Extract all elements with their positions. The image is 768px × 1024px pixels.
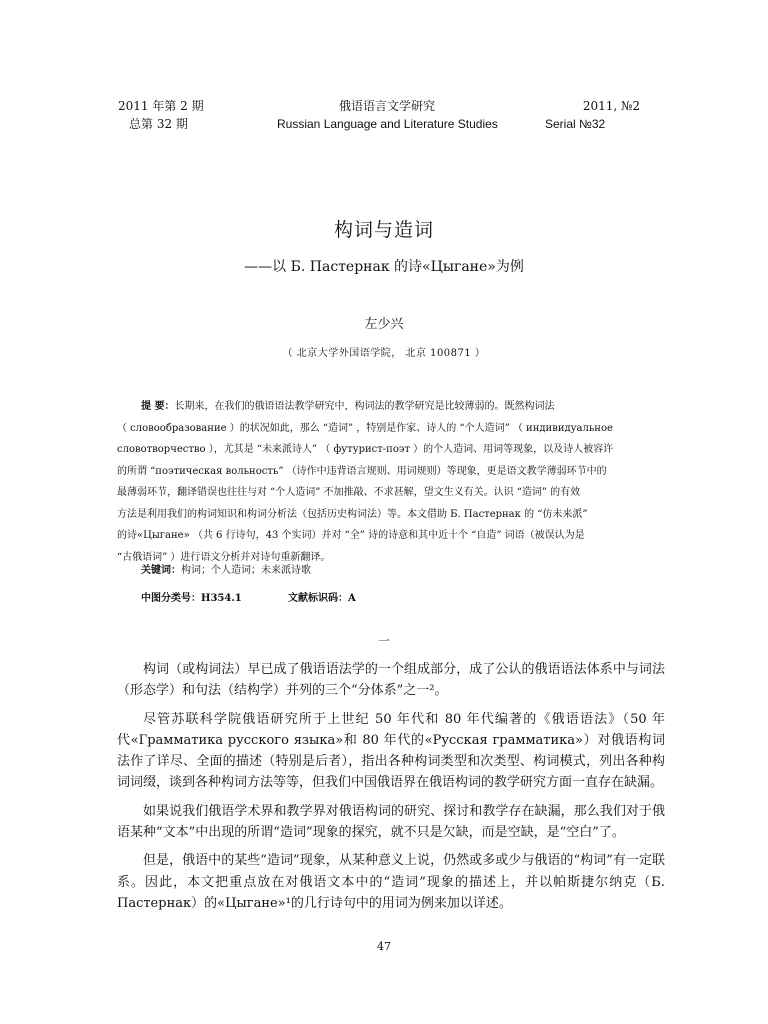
abstract-line: 最薄弱环节，翻译错误也往往与对 “个人造词” 不加推敲、不求甚解，望文生义有关。认识 “造词” 的有效 — [117, 487, 581, 498]
keywords-label: 关键词： — [141, 565, 181, 576]
abstract-line: 提 要：长期来，在我们的俄语语法教学研究中，构词法的教学研究是比较薄弱的。既然构词法 — [141, 401, 555, 412]
serial-number: Serial №32 — [545, 117, 606, 131]
section-number: 一 — [377, 634, 390, 648]
body-paragraph: 尽管苏联科学院俄语研究所于上世纪 50 年代和 80 年代编著的《俄语语法》（50 年代«Грамматика русского языка»和 80 年代的«Русская грамматика»）对俄语构词法作了详尽、全面的描述（特别是后者），指出各种构词类型和次类型、构词模式，列出各种构词词缀，谈到各种构词方法等等，但我们中国俄语界在俄语构词的教学研究方面一直存在缺漏。 — [117, 711, 665, 791]
document-code: 文献标识码：A — [288, 593, 356, 604]
journal-title-cn: 俄语语言文学研究 — [339, 99, 436, 113]
abstract-line: “古俄语词” ）进行语文分析并对诗句重新翻译。 — [117, 551, 331, 563]
abstract-label: 提 要： — [141, 401, 175, 412]
keywords-value: 构词；个人造词；未来派诗歌 — [181, 565, 311, 576]
issue-left: 2011 年第 2 期 — [118, 99, 204, 113]
article-title: 构词与造词 — [333, 219, 434, 241]
abstract-line: 的诗«Цыгане» （共 6 行诗句，43 个实词）并对 “全” 诗的诗意和其中近十个 “自造” 词语（被误认为是 — [117, 530, 585, 541]
keywords — [141, 561, 311, 576]
abstract — [117, 396, 650, 568]
page-number: 47 — [377, 940, 391, 953]
body-paragraph: 构词（或构词法）早已成了俄语语法学的一个组成部分，成了公认的俄语语法体系中与词法（形态学）和句法（结构学）并列的三个“分体系”之一²。 — [117, 662, 665, 699]
abstract-line: 的所谓 “поэтическая вольность” （诗作中违背语言规则、用词规则）等现象，更是语文教学薄弱环节中的 — [117, 465, 607, 477]
issue-right: 2011, №2 — [582, 99, 640, 113]
journal-title-en: Russian Language and Literature Studies — [277, 117, 498, 131]
abstract-line: （ словообразование ）的状况如此，那么 “造词” ，特别是作家、诗人的 “个人造词” （ индивидуальное — [117, 422, 613, 434]
body-text — [117, 659, 665, 914]
body-paragraph: 但是，俄语中的某些“造词”现象，从某种意义上说，仍然或多或少与俄语的“构词”有一定联系。因此，本文把重点放在对俄语文本中的“造词”现象的描述上，并以帕斯捷尔纳克（Б. Пастернак）的«Цыгане»¹的几行诗句中的用词为例来加以详述。 — [117, 853, 665, 911]
abstract-line: словотворчество ），尤其是 “未来派诗人” （ футурист-поэт ）的个人造词、用词等现象，以及诗人被容许 — [117, 444, 614, 455]
author-affiliation: （ 北京大学外国语学院， 北京 100871 ） — [282, 348, 486, 359]
author-name: 左少兴 — [364, 317, 404, 332]
total-issue: 总第 32 期 — [129, 117, 188, 131]
body-paragraph: 如果说我们俄语学术界和教学界对俄语构词的研究、探讨和教学存在缺漏，那么我们对于俄语某种“文本”中出现的所谓“造词”现象的探究，就不只是欠缺，而是空缺，是“空白”了。 — [117, 803, 665, 841]
abstract-line: 方法是利用我们的构词知识和构词分析法（包括历史构词法）等。本文借助 Б. Пастернак 的 “仿未来派” — [117, 508, 588, 520]
article-subtitle: ——以 Б. Пастернак 的诗«Цыгане»为例 — [244, 259, 524, 275]
clc-number: 中图分类号：H354.1 — [141, 593, 242, 604]
